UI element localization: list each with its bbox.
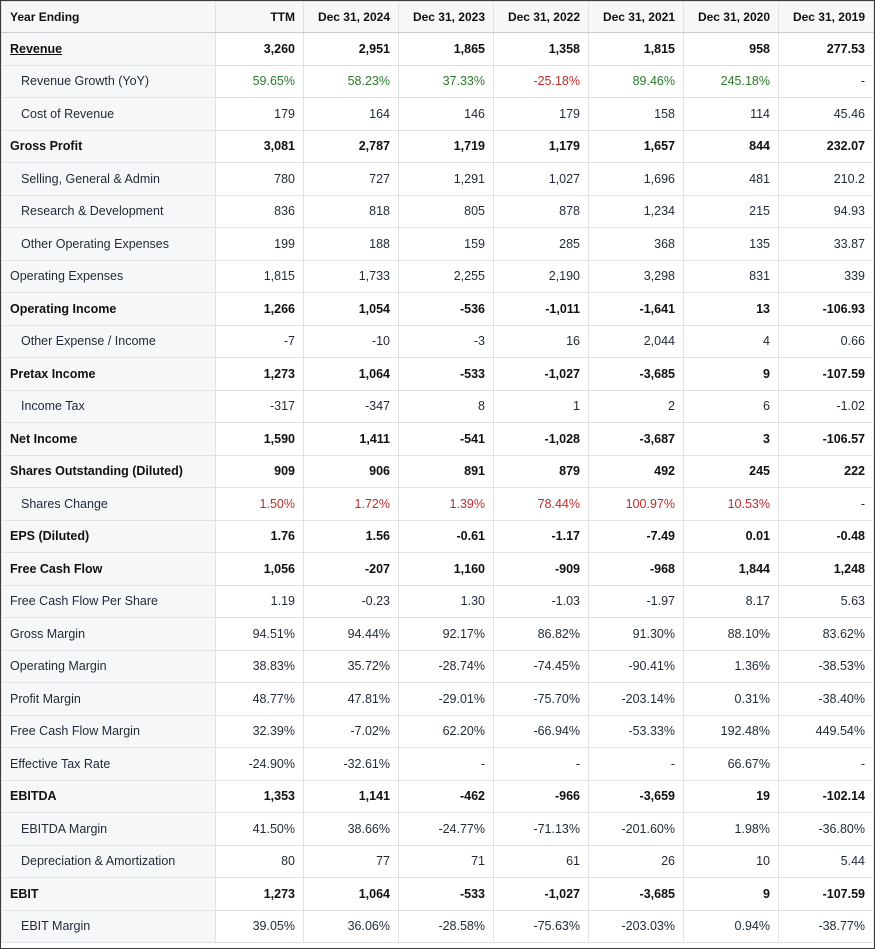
- row-label-text: Operating Expenses: [10, 269, 124, 284]
- table-cell: 1.72%: [304, 488, 399, 521]
- table-cell: 8.17: [684, 585, 779, 618]
- table-cell: -24.90%: [216, 748, 304, 781]
- table-cell: 2,255: [399, 260, 494, 293]
- table-cell: 1,234: [589, 195, 684, 228]
- table-cell: 879: [494, 455, 589, 488]
- table-cell: 909: [216, 455, 304, 488]
- table-cell: 146: [399, 98, 494, 131]
- row-label-text: Other Expense / Income: [21, 334, 156, 349]
- table-cell: 1,054: [304, 293, 399, 326]
- table-cell: 844: [684, 130, 779, 163]
- table-cell: 449.54%: [779, 715, 874, 748]
- table-cell: -28.74%: [399, 650, 494, 683]
- row-income-tax: [2, 390, 874, 423]
- table-cell: 1,815: [589, 33, 684, 66]
- table-cell: 6: [684, 390, 779, 423]
- table-cell: 339: [779, 260, 874, 293]
- table-cell: 35.72%: [304, 650, 399, 683]
- table-cell: 1,590: [216, 423, 304, 456]
- table-cell: 10: [684, 845, 779, 878]
- table-cell: -1.03: [494, 585, 589, 618]
- row-free-cash-flow: [2, 553, 874, 586]
- table-cell: 1,056: [216, 553, 304, 586]
- row-net-income: [2, 423, 874, 456]
- table-cell: 2,044: [589, 325, 684, 358]
- table-cell: 94.51%: [216, 618, 304, 651]
- table-cell: -533: [399, 358, 494, 391]
- table-cell: 277.53: [779, 33, 874, 66]
- row-label: [2, 358, 216, 391]
- table-cell: -1,027: [494, 878, 589, 911]
- row-label-text: EBIT Margin: [21, 919, 91, 934]
- row-label: [2, 813, 216, 846]
- table-cell: -: [779, 748, 874, 781]
- table-cell: 1.50%: [216, 488, 304, 521]
- row-ebit: [2, 878, 874, 911]
- table-cell: 3,298: [589, 260, 684, 293]
- table-cell: 1.56: [304, 520, 399, 553]
- table-cell: -7.02%: [304, 715, 399, 748]
- row-label: [2, 650, 216, 683]
- row-shares-outstanding: [2, 455, 874, 488]
- table-cell: 1,291: [399, 163, 494, 196]
- row-label: [2, 715, 216, 748]
- table-cell: -: [779, 488, 874, 521]
- table-cell: 0.94%: [684, 910, 779, 943]
- table-cell: 1.39%: [399, 488, 494, 521]
- row-label-text: Revenue Growth (YoY): [21, 74, 150, 89]
- table-cell: -1,641: [589, 293, 684, 326]
- table-cell: -75.70%: [494, 683, 589, 716]
- row-eps-diluted: [2, 520, 874, 553]
- table-cell: 245: [684, 455, 779, 488]
- table-cell: -201.60%: [589, 813, 684, 846]
- table-cell: 159: [399, 228, 494, 261]
- row-label-text: Shares Change: [21, 496, 108, 511]
- table-cell: 958: [684, 33, 779, 66]
- row-label: [2, 293, 216, 326]
- table-cell: -66.94%: [494, 715, 589, 748]
- table-cell: 5.44: [779, 845, 874, 878]
- table-cell: -0.48: [779, 520, 874, 553]
- table-cell: -3,659: [589, 780, 684, 813]
- table-cell: 831: [684, 260, 779, 293]
- row-label: [2, 553, 216, 586]
- table-cell: 1,815: [216, 260, 304, 293]
- row-label: [2, 65, 216, 98]
- table-cell: 16: [494, 325, 589, 358]
- table-cell: -: [399, 748, 494, 781]
- row-label-text: Income Tax: [21, 399, 85, 414]
- table-cell: 222: [779, 455, 874, 488]
- row-operating-expenses: [2, 260, 874, 293]
- row-fcf-per-share: [2, 585, 874, 618]
- row-label-text: Profit Margin: [10, 691, 81, 706]
- table-cell: 199: [216, 228, 304, 261]
- row-pretax-income: [2, 358, 874, 391]
- table-cell: 77: [304, 845, 399, 878]
- table-cell: -106.93: [779, 293, 874, 326]
- row-label-text: Gross Margin: [10, 626, 86, 641]
- row-label: [2, 910, 216, 943]
- table-cell: 1,353: [216, 780, 304, 813]
- row-gross-profit: [2, 130, 874, 163]
- table-cell: -317: [216, 390, 304, 423]
- table-cell: 1,657: [589, 130, 684, 163]
- table-cell: 1,141: [304, 780, 399, 813]
- table-cell: -3,687: [589, 423, 684, 456]
- table-cell: -38.40%: [779, 683, 874, 716]
- row-label-text: Operating Margin: [10, 659, 107, 674]
- table-cell: 1,733: [304, 260, 399, 293]
- header-year-ending: Year Ending: [2, 2, 216, 33]
- header-2023: Dec 31, 2023: [399, 2, 494, 33]
- row-label[interactable]: [2, 33, 216, 66]
- table-cell: 100.97%: [589, 488, 684, 521]
- row-operating-income: [2, 293, 874, 326]
- table-cell: 2: [589, 390, 684, 423]
- row-label: [2, 98, 216, 131]
- row-cost-of-revenue: [2, 98, 874, 131]
- table-cell: 3: [684, 423, 779, 456]
- table-cell: 62.20%: [399, 715, 494, 748]
- table-cell: 0.66: [779, 325, 874, 358]
- table-cell: 45.46: [779, 98, 874, 131]
- row-ebitda: [2, 780, 874, 813]
- table-cell: 368: [589, 228, 684, 261]
- table-cell: 2,787: [304, 130, 399, 163]
- row-sga: [2, 163, 874, 196]
- row-revenue: [2, 33, 874, 66]
- table-cell: -533: [399, 878, 494, 911]
- table-cell: -106.57: [779, 423, 874, 456]
- row-label-text: EBITDA Margin: [21, 821, 108, 836]
- table-cell: 285: [494, 228, 589, 261]
- table-cell: 59.65%: [216, 65, 304, 98]
- table-cell: -38.77%: [779, 910, 874, 943]
- row-label-text: Other Operating Expenses: [21, 236, 169, 251]
- table-cell: 1,844: [684, 553, 779, 586]
- table-cell: 58.23%: [304, 65, 399, 98]
- row-label: [2, 780, 216, 813]
- table-cell: -53.33%: [589, 715, 684, 748]
- table-cell: 13: [684, 293, 779, 326]
- table-cell: -1,011: [494, 293, 589, 326]
- table-cell: 179: [216, 98, 304, 131]
- table-cell: 1,064: [304, 878, 399, 911]
- row-label: [2, 163, 216, 196]
- row-revenue-growth: [2, 65, 874, 98]
- table-cell: -536: [399, 293, 494, 326]
- table-cell: 0.01: [684, 520, 779, 553]
- table-cell: 158: [589, 98, 684, 131]
- table-cell: 818: [304, 195, 399, 228]
- table-cell: 805: [399, 195, 494, 228]
- table-cell: -3,685: [589, 358, 684, 391]
- table-cell: 41.50%: [216, 813, 304, 846]
- table-cell: 4: [684, 325, 779, 358]
- table-cell: 836: [216, 195, 304, 228]
- header-2020: Dec 31, 2020: [684, 2, 779, 33]
- row-label: [2, 748, 216, 781]
- table-cell: -: [494, 748, 589, 781]
- table-cell: 135: [684, 228, 779, 261]
- table-cell: 94.44%: [304, 618, 399, 651]
- header-2021: Dec 31, 2021: [589, 2, 684, 33]
- table-cell: 1.76: [216, 520, 304, 553]
- table-cell: -1.17: [494, 520, 589, 553]
- table-cell: 39.05%: [216, 910, 304, 943]
- table-cell: 481: [684, 163, 779, 196]
- table-cell: 1.30: [399, 585, 494, 618]
- row-other-expense-income: [2, 325, 874, 358]
- table-cell: -347: [304, 390, 399, 423]
- table-cell: 215: [684, 195, 779, 228]
- table-cell: 210.2: [779, 163, 874, 196]
- table-cell: -203.03%: [589, 910, 684, 943]
- row-label-text: Shares Outstanding (Diluted): [10, 464, 183, 479]
- table-cell: 1,865: [399, 33, 494, 66]
- table-cell: -1.97: [589, 585, 684, 618]
- table-cell: 179: [494, 98, 589, 131]
- table-cell: -36.80%: [779, 813, 874, 846]
- row-label-text: Operating Income: [10, 301, 117, 316]
- table-cell: 492: [589, 455, 684, 488]
- table-cell: 86.82%: [494, 618, 589, 651]
- table-cell: 1,411: [304, 423, 399, 456]
- header-ttm: TTM: [216, 2, 304, 33]
- table-cell: 1,027: [494, 163, 589, 196]
- table-cell: 94.93: [779, 195, 874, 228]
- table-cell: -28.58%: [399, 910, 494, 943]
- table-cell: 1,160: [399, 553, 494, 586]
- table-cell: -462: [399, 780, 494, 813]
- table-cell: 114: [684, 98, 779, 131]
- table-cell: -10: [304, 325, 399, 358]
- row-fcf-margin: [2, 715, 874, 748]
- table-cell: 9: [684, 358, 779, 391]
- row-label: [2, 325, 216, 358]
- row-label-text: EBIT: [10, 886, 39, 901]
- table-cell: 1.36%: [684, 650, 779, 683]
- table-cell: -0.23: [304, 585, 399, 618]
- table-cell: -1.02: [779, 390, 874, 423]
- table-cell: -29.01%: [399, 683, 494, 716]
- table-cell: 3,081: [216, 130, 304, 163]
- table-cell: -207: [304, 553, 399, 586]
- table-cell: 37.33%: [399, 65, 494, 98]
- table-cell: -3,685: [589, 878, 684, 911]
- table-cell: -24.77%: [399, 813, 494, 846]
- table-cell: -74.45%: [494, 650, 589, 683]
- table-cell: -966: [494, 780, 589, 813]
- header-2024: Dec 31, 2024: [304, 2, 399, 33]
- table-cell: 83.62%: [779, 618, 874, 651]
- table-cell: -71.13%: [494, 813, 589, 846]
- table-cell: 61: [494, 845, 589, 878]
- table-cell: 878: [494, 195, 589, 228]
- table-cell: 906: [304, 455, 399, 488]
- table-cell: -: [589, 748, 684, 781]
- table-cell: -25.18%: [494, 65, 589, 98]
- row-depreciation-amortization: [2, 845, 874, 878]
- table-cell: 891: [399, 455, 494, 488]
- row-label-text: EBITDA: [10, 789, 57, 804]
- table-cell: 92.17%: [399, 618, 494, 651]
- table-cell: 10.53%: [684, 488, 779, 521]
- income-statement-table: [1, 1, 874, 943]
- table-cell: 5.63: [779, 585, 874, 618]
- table-cell: -102.14: [779, 780, 874, 813]
- table-cell: -3: [399, 325, 494, 358]
- row-label-text: Effective Tax Rate: [10, 756, 111, 771]
- table-cell: 26: [589, 845, 684, 878]
- table-cell: 38.66%: [304, 813, 399, 846]
- table-cell: -1,028: [494, 423, 589, 456]
- row-ebitda-margin: [2, 813, 874, 846]
- table-cell: -75.63%: [494, 910, 589, 943]
- row-label: [2, 488, 216, 521]
- table-cell: -7: [216, 325, 304, 358]
- table-cell: 1,273: [216, 878, 304, 911]
- table-cell: -968: [589, 553, 684, 586]
- row-label-text: Free Cash Flow: [10, 561, 103, 576]
- row-label-text: Selling, General & Admin: [21, 171, 160, 186]
- row-label-text: Net Income: [10, 431, 78, 446]
- row-label: [2, 455, 216, 488]
- row-other-operating-expenses: [2, 228, 874, 261]
- revenue-link[interactable]: Revenue: [10, 41, 63, 56]
- table-cell: 1,266: [216, 293, 304, 326]
- header-2022: Dec 31, 2022: [494, 2, 589, 33]
- row-label-text: Depreciation & Amortization: [21, 854, 176, 869]
- table-cell: 78.44%: [494, 488, 589, 521]
- table-header-row: [2, 2, 874, 33]
- row-gross-margin: [2, 618, 874, 651]
- table-cell: 89.46%: [589, 65, 684, 98]
- table-cell: 1,696: [589, 163, 684, 196]
- row-ebit-margin: [2, 910, 874, 943]
- table-cell: 1,273: [216, 358, 304, 391]
- row-profit-margin: [2, 683, 874, 716]
- row-label: [2, 585, 216, 618]
- row-label: [2, 520, 216, 553]
- table-cell: 19: [684, 780, 779, 813]
- table-cell: 232.07: [779, 130, 874, 163]
- table-cell: 780: [216, 163, 304, 196]
- table-cell: 91.30%: [589, 618, 684, 651]
- row-label: [2, 260, 216, 293]
- table-cell: 38.83%: [216, 650, 304, 683]
- row-label-text: EPS (Diluted): [10, 529, 90, 544]
- row-shares-change: [2, 488, 874, 521]
- table-cell: -38.53%: [779, 650, 874, 683]
- table-cell: 188: [304, 228, 399, 261]
- table-cell: -90.41%: [589, 650, 684, 683]
- table-cell: 727: [304, 163, 399, 196]
- table-cell: 1,179: [494, 130, 589, 163]
- row-label: [2, 423, 216, 456]
- table-cell: 1,719: [399, 130, 494, 163]
- table-cell: 192.48%: [684, 715, 779, 748]
- row-label: [2, 228, 216, 261]
- table-cell: 71: [399, 845, 494, 878]
- table-cell: 245.18%: [684, 65, 779, 98]
- table-cell: 66.67%: [684, 748, 779, 781]
- row-label: [2, 683, 216, 716]
- table-cell: -7.49: [589, 520, 684, 553]
- row-label-text: Free Cash Flow Margin: [10, 724, 140, 739]
- row-research-development: [2, 195, 874, 228]
- table-cell: 9: [684, 878, 779, 911]
- row-label-text: Gross Profit: [10, 139, 83, 154]
- row-label-text: Research & Development: [21, 204, 164, 219]
- row-label: [2, 845, 216, 878]
- table-cell: 0.31%: [684, 683, 779, 716]
- table-cell: 3,260: [216, 33, 304, 66]
- table-cell: 2,951: [304, 33, 399, 66]
- row-label-text: Cost of Revenue: [21, 106, 115, 121]
- table-cell: 8: [399, 390, 494, 423]
- table-cell: 88.10%: [684, 618, 779, 651]
- header-2019: Dec 31, 2019: [779, 2, 874, 33]
- table-cell: 1: [494, 390, 589, 423]
- table-cell: 36.06%: [304, 910, 399, 943]
- row-label-text: Pretax Income: [10, 366, 96, 381]
- table-cell: -: [779, 65, 874, 98]
- table-cell: 1.19: [216, 585, 304, 618]
- row-label: [2, 195, 216, 228]
- table-cell: 2,190: [494, 260, 589, 293]
- table-cell: -203.14%: [589, 683, 684, 716]
- table-cell: 33.87: [779, 228, 874, 261]
- row-label-text: Free Cash Flow Per Share: [10, 594, 158, 609]
- table-cell: 1,248: [779, 553, 874, 586]
- row-label: [2, 130, 216, 163]
- row-label: [2, 878, 216, 911]
- table-cell: 32.39%: [216, 715, 304, 748]
- table-cell: 1.98%: [684, 813, 779, 846]
- row-label: [2, 390, 216, 423]
- row-effective-tax-rate: [2, 748, 874, 781]
- row-label: [2, 618, 216, 651]
- table-cell: -909: [494, 553, 589, 586]
- table-cell: -32.61%: [304, 748, 399, 781]
- row-operating-margin: [2, 650, 874, 683]
- table-cell: 48.77%: [216, 683, 304, 716]
- table-cell: -107.59: [779, 358, 874, 391]
- table-cell: 80: [216, 845, 304, 878]
- table-cell: 1,358: [494, 33, 589, 66]
- table-cell: 47.81%: [304, 683, 399, 716]
- table-cell: -0.61: [399, 520, 494, 553]
- table-cell: 1,064: [304, 358, 399, 391]
- table-cell: -541: [399, 423, 494, 456]
- table-cell: -1,027: [494, 358, 589, 391]
- table-cell: -107.59: [779, 878, 874, 911]
- table-cell: 164: [304, 98, 399, 131]
